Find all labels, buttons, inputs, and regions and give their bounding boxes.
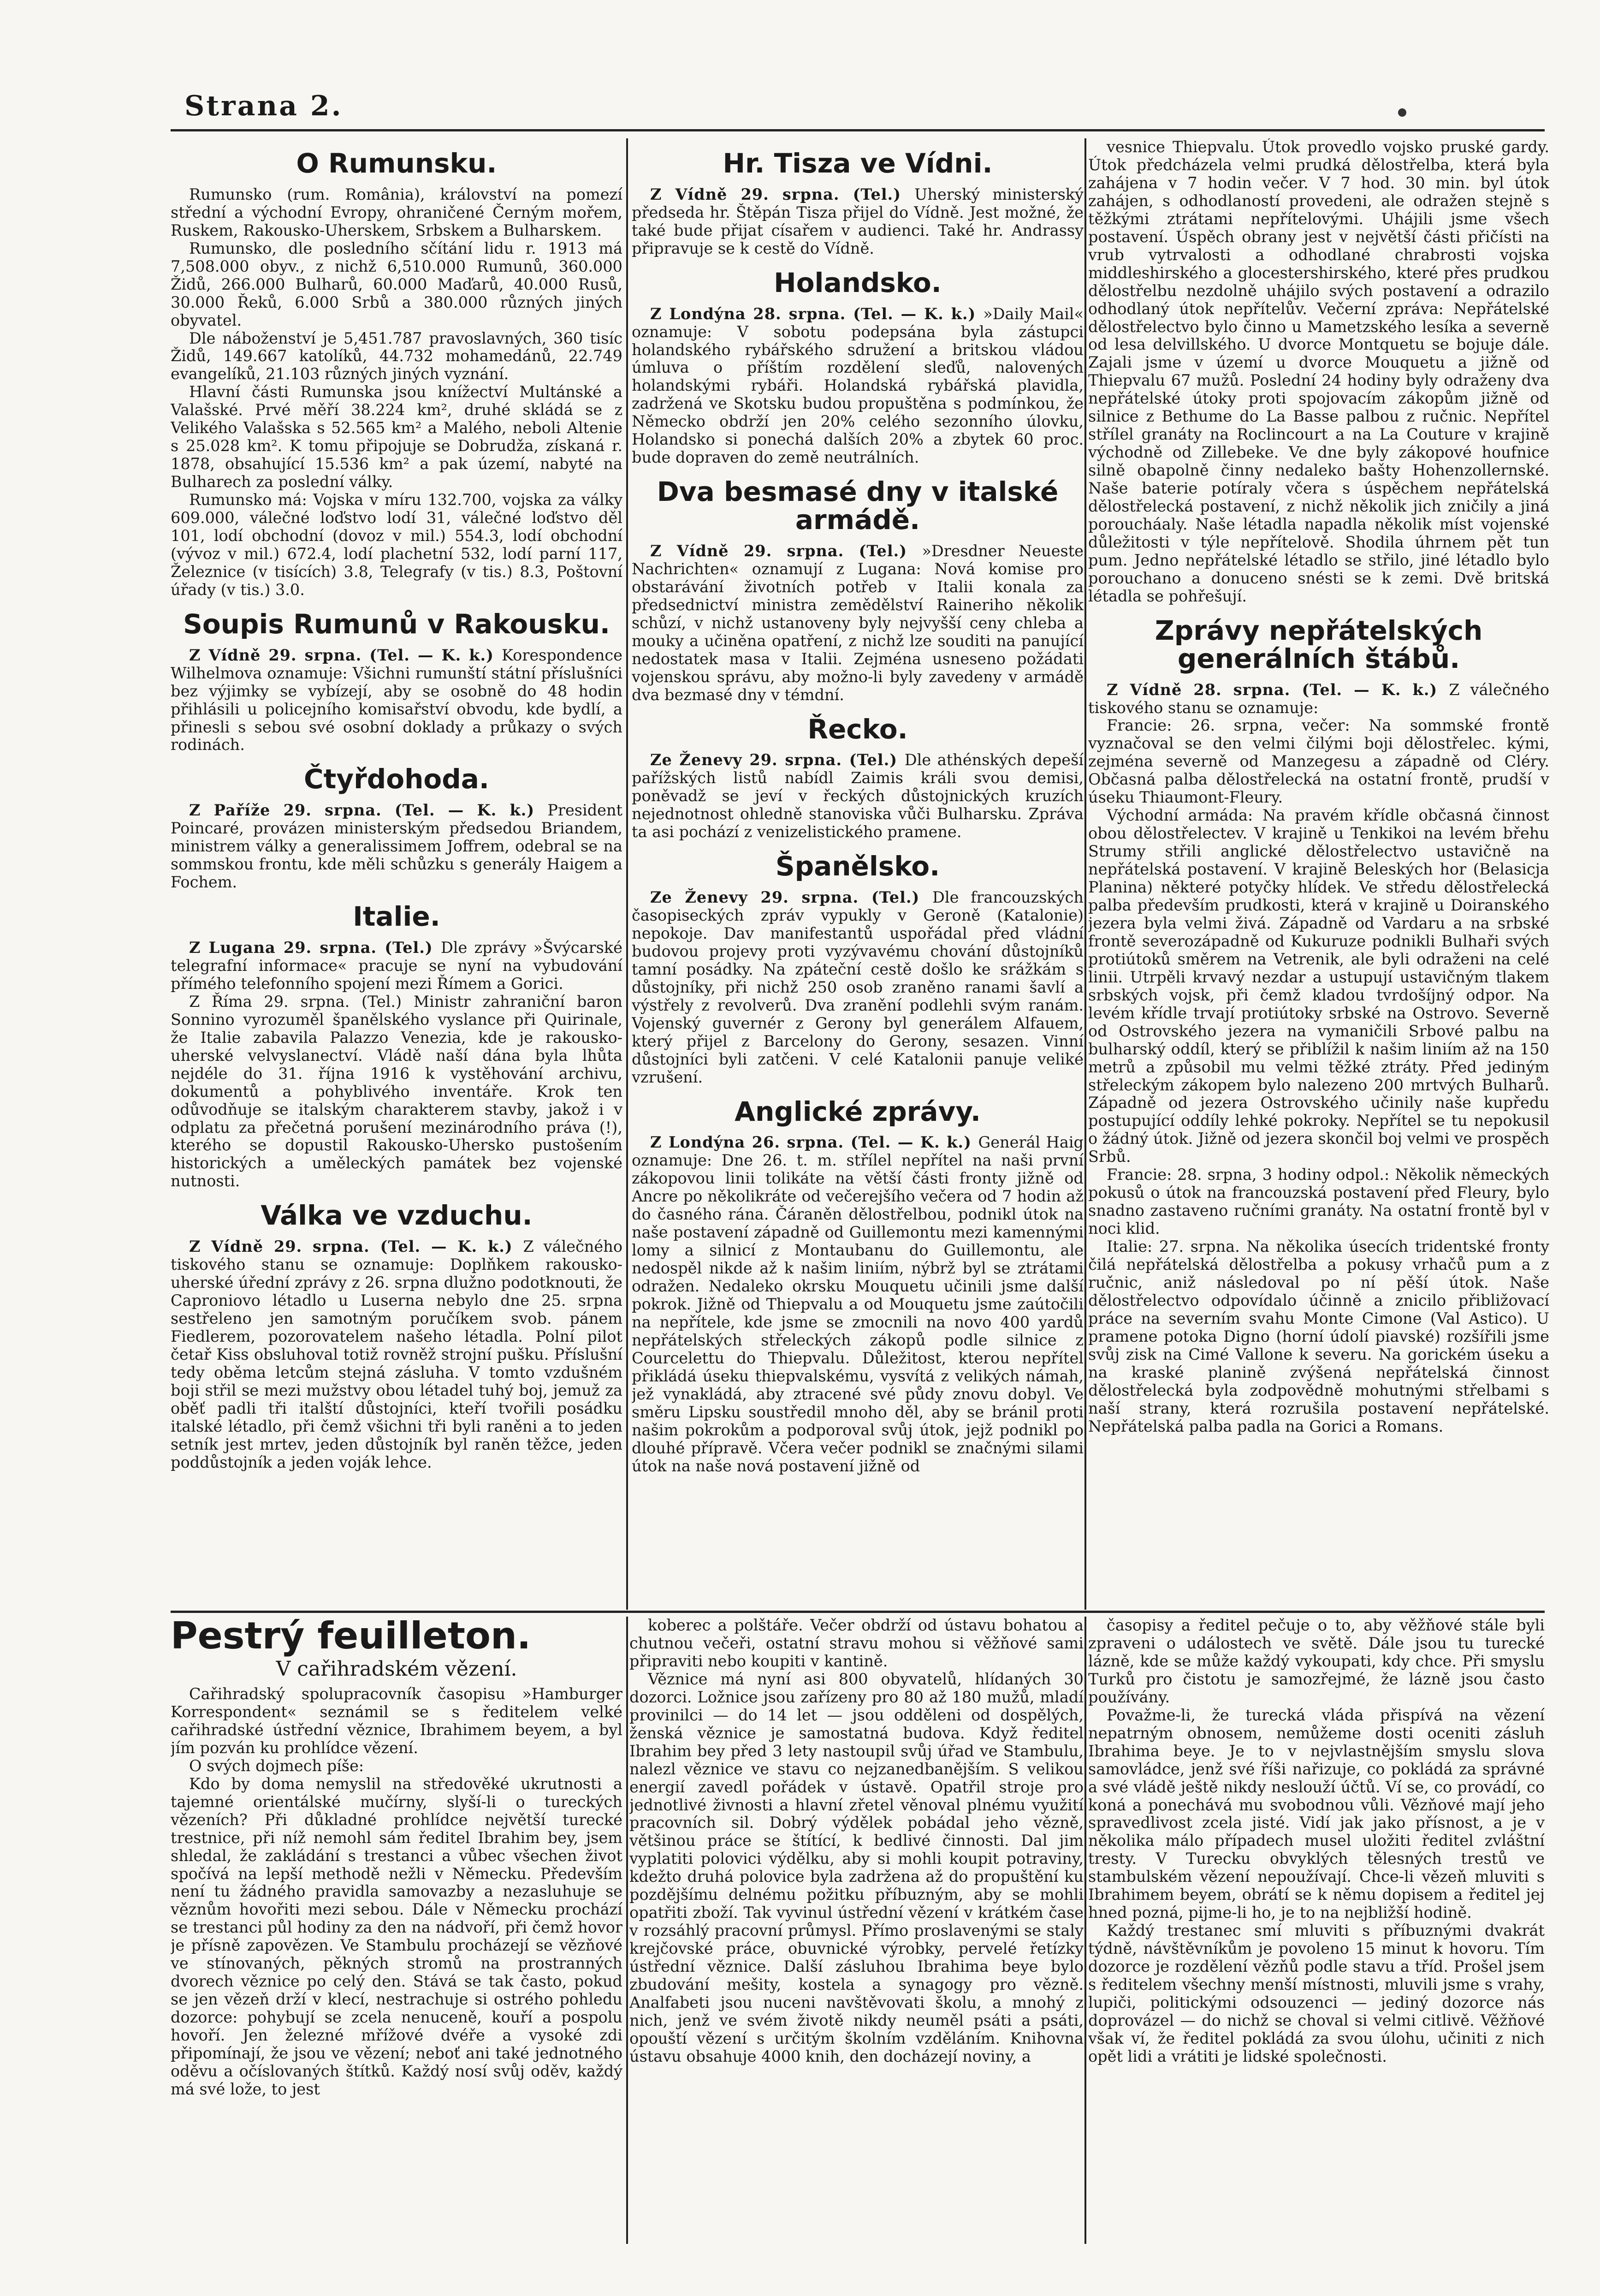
dateline: Z Paříže 29. srpna. (Tel. — K. k.): [189, 801, 548, 820]
article-paragraph: [171, 939, 622, 993]
article-paragraph: [1088, 807, 1549, 1166]
feuilleton-paragraph: koberec a polštáře. Večer obdrží od ústavu bohatou a chutnou večeři, ostatní stravu mohou si věžňové sami připraviti nebo koupiti v kantině.: [629, 1617, 1084, 1670]
article-paragraph: [171, 647, 622, 755]
column-divider: [1084, 138, 1086, 1610]
paragraph-text: Francie: 28. srpna, 3 hodiny odpol.: Několik německých pokusů o útok na francouzská postavení před Fleury, bylo snadno zastaveno ručními granáty. Na ostatní frontě byl v noci klid.: [1088, 1166, 1549, 1238]
article-paragraph: [1088, 1166, 1549, 1238]
feuilleton-paragraph: Každý trestanec smí mluviti s příbuznými dvakrát týdně, návštěvníkům je povoleno 15 minut k hovoru. Tím dozorce je rozdělení vězňů podle stavu a tříd. Prošel jsem s ředitelem všechny menší místnosti, mluvili jsme s vrahy, lupiči, politickými odsouzenci — jediný dozorce nás doprovázel — do nichž se choval si velmi citlivě. Věžňové však ví, že ředitel pokládá za svou úlohu, učiniti z nich opět lidi a vrátiti je lidské společnosti.: [1088, 1921, 1545, 2065]
article: [632, 149, 1084, 258]
paragraph-text: Rumunsko, dle posledního sčítání lidu r. 1913 má 7,508.000 obyv., z nichž 6,510.000 Rumunů, 360.000 Židů, 266.000 Bulharů, 60.000 Maďarů, 40.000 Rusů, 30.000 Řeků, 6.000 Srbů a 380.000 různých jiných obyvatel.: [171, 239, 622, 329]
paragraph-text: President Poincaré, provázen ministerským předsedou Briandem, ministrem války a generalissimem Joffrem, odebral se na sommskou frontu, kde měli schůzku s generály Haigem a Fochem.: [171, 801, 622, 892]
article-heading: Italie.: [353, 901, 440, 933]
feuilleton-subtitle: V cařihradském vězení.: [276, 1657, 517, 1681]
article-paragraph: [171, 186, 622, 240]
article-paragraph: [1088, 717, 1549, 807]
article-paragraph: [632, 542, 1084, 704]
article-paragraph: [632, 751, 1084, 841]
paragraph-text: Východní armáda: Na pravém křídle občasná činnost obou dělostřelectev. V krajině u Tenkikoi na levém břehu Strumy střili anglické dělostřelectvo ustavičně na nepřátelská postavení. V krajině Beleských hor (Belasicja Planina) některé potyčky hlídek. Ve středu dělostřelecká palba především prudkosti, která v krajině u Doiranského jezera byla velmi živá. Západně od Vardaru a na srbské frontě severozápadně od Kukuruze podnikli Bulhaři svých protiútoků směrem na Vetrenik, ale byli odraženi na celé linii. Utrpěli krvavý nezdar a ustupují ustavičným tlakem srbských vojsk, při čemž kladou tvrdošíjný odpor. Na levém křídle trvají protiútoky srbské na Ostrovo. Severně od Ostrovského jezera na vymaničili Srbové palbu na bulharský oddíl, který se přiblížil k našim liniím až na 150 metrů a způsobil mu velmi těžké ztráty. Před jediným střeleckým zákopem bylo nalezeno 200 mrtvých Bulharů. Západně od jezera Ostrovského učinily naše kupředu postupující oddíly lehké pokroky. Nepřítel se tu nepokusil o žádný útok. Jižně od jezera skončil boj velmi ve prospěch Srbů.: [1088, 806, 1549, 1166]
article-heading: Čtyřdohoda.: [304, 763, 489, 795]
feuilleton-paragraph: Věznice má nyní asi 800 obyvatelů, hlídaných 30 dozorci. Ložnice jsou zařízeny pro 80 až 180 mužů, mladí provinilci — do 14 let — jsou odděleni od dospělých, ženská věznice je samostatná budova. Když ředitel Ibrahim bey před 3 lety nastoupil svůj úřad ve Stambulu, nalezl věznice ve stavu co nejzanedbanějším. S velikou energií zavedl pořádek v ústavě. Opatřil stroje pro jednotlivé živnosti a hlavní zřetel věnoval plnému využití pracovních sil. Dobrý výdělek pobádal jeho vězně, většinou práce se štítící, k bedlivé činnosti. Dal jim vyplatiti polovici výdělku, aby si mohli koupit potraviny, kdežto druhá polovice byla zadržena až do propuštění ku pozdějšímu delnému požitku příbuzným, aby se mohli opatřiti zboží. Tak vyvinul ústřední vězení v krátkém čase v rozsáhlý pracovní průmysl. Přímo proslavenými se staly krejčovské práce, obuvnické výrobky, pervelé řetízky ústřední věznice. Další zásluhou Ibrahima beye bylo zbudování mešity, kostela a synagogy pro vězně. Analfabeti jsou nuceni navštěvovati školu, a mnohý z nich, jenž ve svém životě nikdy neuměl psáti a psáti, opouští vězení s určitým školním vzděláním. Knihovna ústavu obsahuje 4000 knih, den docházejí noviny, a: [629, 1670, 1084, 2065]
article-heading: Dva besmasé dny v italské armádě.: [657, 476, 1059, 536]
paragraph-text: »Daily Mail« oznamuje: V sobotu podepsána byla zástupci holandského rybářského sdružení a britskou vládou úmluva o příštím rozdělení sleďů, nalovených holandskými rybáři. Holandská rybářská plavidla, zadržená ve Skotsku budou propuštěna s podmínkou, že Německo obdrží jen 20% celého sezonního úlovku, Holandsko si ponechá dalších 20% a zbytek 60 proc. bude dopraven do země neutrálních.: [632, 304, 1084, 467]
page-number: Strana 2.: [184, 90, 343, 122]
article-paragraph: [1088, 1238, 1549, 1435]
dateline: Z Vídně 29. srpna. (Tel. — K. k.): [189, 1237, 523, 1256]
article-paragraph: [632, 889, 1084, 1086]
top-rule: [171, 129, 1545, 131]
paragraph-text: Z válečného tiskového stanu se oznamuje: Doplňkem rakousko-uherské úřední zprávy z 26. srpna dlužno podotknouti, že Caproniovo létadlo u Luserna nebylo dne 25. srpna sestřeleno jen samotným poručíkem svob. pánem Fiedlerem, pozorovatelem našeho létadla. Polní pilot četař Kiss obsluhoval totiž rovněž strojní pušku. Příslušní tedy oběma letcům stejná zásluha. V tomto vzdušném boji střil se mezi mužstvy obou létadel tuhý boj, jemuž za oběť padli tři italští důstojníci, kteří tvořili posádku italské létadlo, při čemž všichni tři byli raněni a to jeden setník jest mrtev, jeden důstojník byl raněn těžce, jeden poddůstojník a jeden voják lehce.: [171, 1237, 622, 1471]
article: [1088, 614, 1549, 1436]
article-paragraph: [632, 186, 1084, 258]
article-heading: Španělsko.: [775, 851, 940, 882]
feuilleton-column-2: [629, 1617, 1084, 2244]
paragraph-text: Dle francouzských časopiseckých zpráv vypukly v Geroně (Katalonie) nepokoje. Dav manifestantů uspořádal před vládní budovou projevy proti vyzývavému chování důstojníků tamní posádky. Na zpáteční cestě došlo ke srážkám s důstojníky, při nichž 250 osob zraněno ranami šavlí a výstřely z revolverů. Dva zranění podlehli svým ranám. Vojenský guvernér z Gerony byl generálem Alfauem, který přijel z Barcelony do Gerony, sesazen. Vinní důstojníci byli zatčeni. V celé Katalonii panuje veliké vzrušení.: [632, 888, 1084, 1086]
column-1: [171, 138, 622, 1610]
feuilleton-paragraph: časopisy a ředitel pečuje o to, aby věžňové stále byli zpraveni o událostech ve světě. Dále jsou tu turecké lázně, kde se může každý vykoupati, kdy chce. Při smyslu Turků pro čistotu je samozřejmé, že lázně jsou často používány.: [1088, 1617, 1545, 1706]
article-heading: Řecko.: [807, 713, 908, 745]
column-divider: [626, 138, 628, 1610]
column-3: [1088, 138, 1549, 1610]
article-paragraph: [171, 240, 622, 330]
paragraph-text: Uherský ministerský předseda hr. Štěpán Tisza přijel do Vídně. Jest možné, že také bude přijat císařem v audienci. Také hr. Andrassy připravuje se k cestě do Vídně.: [632, 185, 1084, 257]
dateline: Z Londýna 28. srpna. (Tel. — K. k.): [650, 304, 984, 323]
feuilleton-column-3: [1088, 1617, 1545, 2244]
article: [632, 715, 1084, 842]
paragraph-text: Korespondence Wilhelmova oznamuje: Všichni rumunští státní příslušníci bez výjimky se vybízejí, aby se osobně do 48 hodin přihlásili u policejního komisařství obvodu, kde bydlí, a přinesli s sebou své osobní doklady a průkazy o svých rodinách.: [171, 646, 622, 754]
feuilleton: [171, 1617, 1545, 2244]
paragraph-text: Dle náboženství je 5,451.787 pravoslavných, 360 tisíc Židů, 149.667 katolíků, 44.732 mohamedánů, 22.749 evangelíků, 21.103 různých jiných vyznání.: [171, 329, 622, 383]
dateline: Ze Ženevy 29. srpna. (Tel.): [650, 888, 933, 907]
feuilleton-paragraph: O svých dojmech píše:: [189, 1756, 364, 1775]
dateline: Z Vídně 29. srpna. (Tel. — K. k.): [189, 646, 502, 664]
ink-dot: [1398, 108, 1406, 117]
article-heading: Hr. Tisza ve Vídni.: [723, 148, 993, 179]
article-paragraph: [171, 383, 622, 491]
paragraph-text: vesnice Thiepvalu. Útok provedlo vojsko pruské gardy. Útok předcházela velmi prudká dělostřelba, která byla zahájena v 7 hodin večer. V 7 hod. 30 min. byl útok zahájen, s odhodlaností provedeni, ale odražen stejně s těžkými ztrátami nepřítelovými. Uhájili jsme všech postavení. Úspěch obrany jest v největší části přičísti na vrub vytrvalosti a odhodlané chrabrosti vojska middleshirského a glocestershirského, které přes prudkou dělostřelbu nezdolně uhájilo svých postavení a odrazilo odhodlaný útok nepřítelův. Večerní zpráva: Nepřátelské dělostřelectvo bylo činno u Mametzského lesíka a severně od lesa delvillského. U dvorce Montquetu se bojuje dále. Zajali jsme v území u dvorce Mouquetu a jižně od Thiepvalu 67 mužů. Poslední 24 hodiny byly odraženy dva nepřátelské útoky proti spojovacím zákopům jižně od silnice z Bethume do La Basse palbou z ručnic. Nepřítel střílel granáty na Roclincourt a na La Couture v krajině východně od Zillebeke. Ve dne byly zákopové houfnice silně obapolně činny nedaleko bašty Hohenzollernské. Naše baterie potíraly včera s úspěchem nepřátelská dělostřelecká postavení, z nichž několik jich zničily a jiná poroucháaly. Naše létadla napadla několik míst vojenské důležitosti v týle nepřítelově. Shodila úhrnem pět tun pum. Jedno nepřátelské létadlo se střilo, jiné létadlo bylo porouchano a donuceno snésti se k zemi. Dvě britská létadla se pohřešují.: [1088, 138, 1549, 605]
article-paragraph: [1088, 681, 1549, 717]
dateline: Z Lugana 29. srpna. (Tel.): [189, 938, 441, 957]
feuilleton-text: [1088, 1617, 1545, 2066]
dateline: Ze Ženevy 29. srpna. (Tel.): [650, 751, 905, 769]
paragraph-text: »Dresdner Neueste Nachrichten« oznamují z Lugana: Nová komise pro obstarávání životních potřeb v Italii konala za předsednictví ministra zemědělství Raineriho několik schůzí, v nichž ustanoveny byly nejvyšší ceny chleba a mouky a učiněna opatření, z nichž lze souditi na panující nedostatek masa v Italii. Zejména usneseno požádati vojenskou správu, aby možno-li byly zavedeny v armádě dva bezmasé dny v témdní.: [632, 541, 1084, 704]
article: [171, 149, 622, 599]
article-heading: Soupis Rumunů v Rakousku.: [183, 608, 610, 640]
article: [1088, 138, 1549, 606]
article: [171, 1202, 622, 1471]
column-2: [632, 138, 1084, 1610]
paragraph-text: Generál Haig oznamuje: Dne 26. t. m. střílel nepřítel na naši první zákopovou linii tolikáte na větší části fronty jižně od Ancre po několikráte od večerejšího večera od 7 hodin až do časného rána. Čáraněn dělostřelbou, podnikl útok na naše postavení západně od Guillemontu mezi kamennými lomy a silnicí z Montaubanu do Guillemontu, ale nedospěl nikde až k našim liniím, nýbrž byl se ztrátami odražen. Nedaleko okrsku Mouquetu učinili jsme další pokrok. Jižně od Thiepvalu a od Mouquetu jsme zaútočili na nepřítele, kde jsme se zmocnili na novo 400 yardů nepřátelských střeleckých zákopů podle silnice z Courcelettu do Thiepvalu. Důležitost, kterou nepřítel přikládá úseku thiepvalskému, vysvítá z velikých námah, jež vynakládá, aby ztracené své půdy znovu dobyl. Ve směru Lipsku soustředil mnoho děl, aby se bránil proti našim pokrokům a podporoval svůj útok, jejž podnikl po dlouhé přípravě. Včera večer podnikl se značnými silami útok na naše nová postavení jižně od: [632, 1133, 1084, 1475]
article-paragraph: [632, 305, 1084, 467]
feuilleton-column-1: [171, 1617, 622, 2244]
paragraph-text: Dle zprávy »Švýcarské telegrafní informace« pracuje se nyní na vybudování přímého telefonního spojení mezi Římem a Gorici.: [171, 938, 622, 993]
article: [171, 765, 622, 892]
paragraph-text: Rumunsko má: Vojska v míru 132.700, vojska za války 609.000, válečné loďstvo lodí 31, válečné loďstvo děl 101, lodí obchodní (dovoz v mil.) 554.3, lodí obchodní (vývoz v mil.) 672.4, lodí plachetní 532, lodí parní 117, Železnice (v tisících) 3.8, Telegrafy (v tis.) 8.3, Poštovní úřady (v tis.) 3.0.: [171, 491, 622, 599]
article: [171, 903, 622, 1190]
paragraph-text: Dle athénských depeší pařížských listů nabídl Zaimis králi svou demisi, poněvadž se jeví v řeckých důstojnických kruzích nejednotnost ohledně stanoviska vůči Bulharsku. Zpráva ta asi pochází z venizelistického pramene.: [632, 751, 1084, 841]
feuilleton-text: [171, 1685, 622, 2099]
article-paragraph: [632, 1134, 1084, 1475]
paragraph-text: Francie: 26. srpna, večer: Na sommské frontě vyznačoval se den velmi čilými boji dělostřelec. kými, zejména severně od Manzegesu a západně od Cléry. Občasná palba dělostřelecká na ostatní frontě, prudší v úseku Thiaumont-Fleury.: [1088, 716, 1549, 807]
paragraph-text: Z Říma 29. srpna. (Tel.) Ministr zahraniční baron Sonnino vyrozuměl španělského vyslance při Quirinale, že Italie zabavila Palazzo Venezia, kde je rakousko-uherské velvyslanectví. Vládě naší dána byla lhůta nejdéle do 31. října 1916 k vystěhování archivu, dokumentů a pohyblivého inventáře. Krok ten odůvodňuje se italským charakterem stavby, jakož i v odplatu za přečetná porušení mezinárodního práva (!), kterého se dopustil Rakousko-Uhersko pustošením historických a uměleckých památek bez vojenské nutnosti.: [171, 992, 622, 1190]
dateline: Z Vídně 29. srpna. (Tel.): [650, 541, 922, 560]
article-heading: O Rumunsku.: [296, 148, 497, 179]
paragraph-text: Hlavní části Rumunska jsou knížectví Multánské a Valašské. Prvé měří 38.224 km², druhé skládá se z Velikého Valašska s 52.565 km² a Malého, neboli Altenie s 25.028 km². K tomu připojuje se Dobrudža, získaná r. 1878, obsahující 15.536 km² a pak území, nabyté na Bulharech za poslední války.: [171, 383, 622, 491]
article: [632, 478, 1084, 704]
dateline: Z Vídně 29. srpna. (Tel.): [650, 185, 915, 203]
dateline: Z Londýna 26. srpna. (Tel. — K. k.): [650, 1133, 978, 1152]
article: [632, 269, 1084, 467]
article-paragraph: [171, 491, 622, 599]
paragraph-text: Rumunsko (rum. România), království na pomezí střední a východní Evropy, ohraničené Černým mořem, Ruskem, Rakousko-Uherskem, Srbskem a Bulharskem.: [171, 185, 622, 239]
paragraph-text: Italie: 27. srpna. Na několika úsecích tridentské fronty čilá nepřátelská dělostřelba a pokusy vrhačů pum a z ručnic, aniž následoval po ní pěší útok. Naše dělostřelectvo odpovídalo účinně a znicilo přibližovací práce na severním svahu Monte Cimone (Val Astico). U pramene potoka Digno (horní údolí piavské) rozšířili jsme svůj zisk na Cimé Vallone k severu. Na gorickém úseku a na kraské planině zvýšená nepřátelská činnost dělostřelecká byla zodpovědně mohutnými střelbami s naší strany, která rozrušila postavení nepřátelské. Nepřátelská palba padla na Gorici a Romans.: [1088, 1237, 1549, 1435]
feuilleton-text: [629, 1617, 1084, 2066]
feuilleton-title: Pestrý feuilleton.: [171, 1617, 531, 1657]
article-paragraph: [171, 1238, 622, 1471]
dateline: Z Vídně 28. srpna. (Tel. — K. k.): [1107, 680, 1449, 699]
paragraph-text: Z válečného tiskového stanu se oznamuje:: [1088, 680, 1549, 717]
article-heading: Holandsko.: [774, 267, 942, 298]
article-paragraph: [171, 802, 622, 892]
feuilleton-paragraph: Kdo by doma nemyslil na středověké ukrutnosti a tajemné orientálské mučírny, slyší-li o tureckých vězeních? Při důkladné prohlídce největší turecké trestnice, při níž nemohl sám ředitel Ibrahim bey, jsem shledal, že zakládání s trestanci a vůbec všechen život spočívá na lepší methodě nežli v Německu. Především není tu žádného pravidla samovazby a nezasluhuje se věznům hovořiti mezi sebou. Dále v Německu prochází se trestanci půl hodiny za den na nádvoří, při čemž hovor je přísně zapovězen. Ve Stambulu procházejí se vězňové ve stínovaných, pěkných stromů na prostranných dvorech věznice po celý den. Stává se tak často, pokud se jen vězeň drží v klecí, nestrachuje si ostrého pohledu dozorce: pohybují se zcela nenuceně, kouří a pospolu hovoří. Jen železné mřížové dvéře a vysoké zdi připomínají, že jsou ve vězení; neboť ani také jednotného oděvu a očíslovaných štítků. Každý nosí svůj oděv, každý má své lože, to jest: [171, 1774, 622, 2098]
article-paragraph: [171, 993, 622, 1190]
article: [171, 610, 622, 755]
article-heading: Anglické zprávy.: [735, 1095, 981, 1127]
feuilleton-rule: [171, 1611, 1545, 1613]
article-paragraph: [171, 330, 622, 384]
article-heading: Válka ve vzduchu.: [261, 1200, 533, 1231]
article-heading: Zprávy nepřátelských generálních štábů.: [1155, 614, 1483, 674]
feuilleton-paragraph: Považme-li, že turecká vláda přispívá na vězení nepatrným obnosem, nemůžeme dosti oceniti zásluh Ibrahima beye. Je to v nejvlastnějším smyslu slova samovládce, jenž své říši nařizuje, co pokládá za správné a své vládě ještě nikdy neslouží účtů. Ví se, co provádí, co koná a ponechává mu svobodnou vůli. Vězňové mají jeho spravedlivost zcela jisté. Vidí jak jako přísnost, a je v několika málo případech musel uložiti ředitel zvláštní tresty. V Turecku obvyklých tělesných trestů ve stambulském vězení nepoužívají. Chce-li vězeň mluviti s Ibrahimem beyem, obrátí se k němu dopisem a ředitel jej hned pozná, pijme-li ho, je to na nejbližší hodině.: [1088, 1706, 1545, 1922]
article: [632, 1095, 1084, 1475]
feuilleton-paragraph: Cařihradský spolupracovník časopisu »Hamburger Korrespondent« seznámil se s ředitelem velké cařihradské ústřední věznice, Ibrahimem beyem, a byl jím pozván ku prohlídce vězení.: [171, 1685, 622, 1757]
article: [632, 852, 1084, 1086]
article-paragraph: [1088, 138, 1549, 606]
